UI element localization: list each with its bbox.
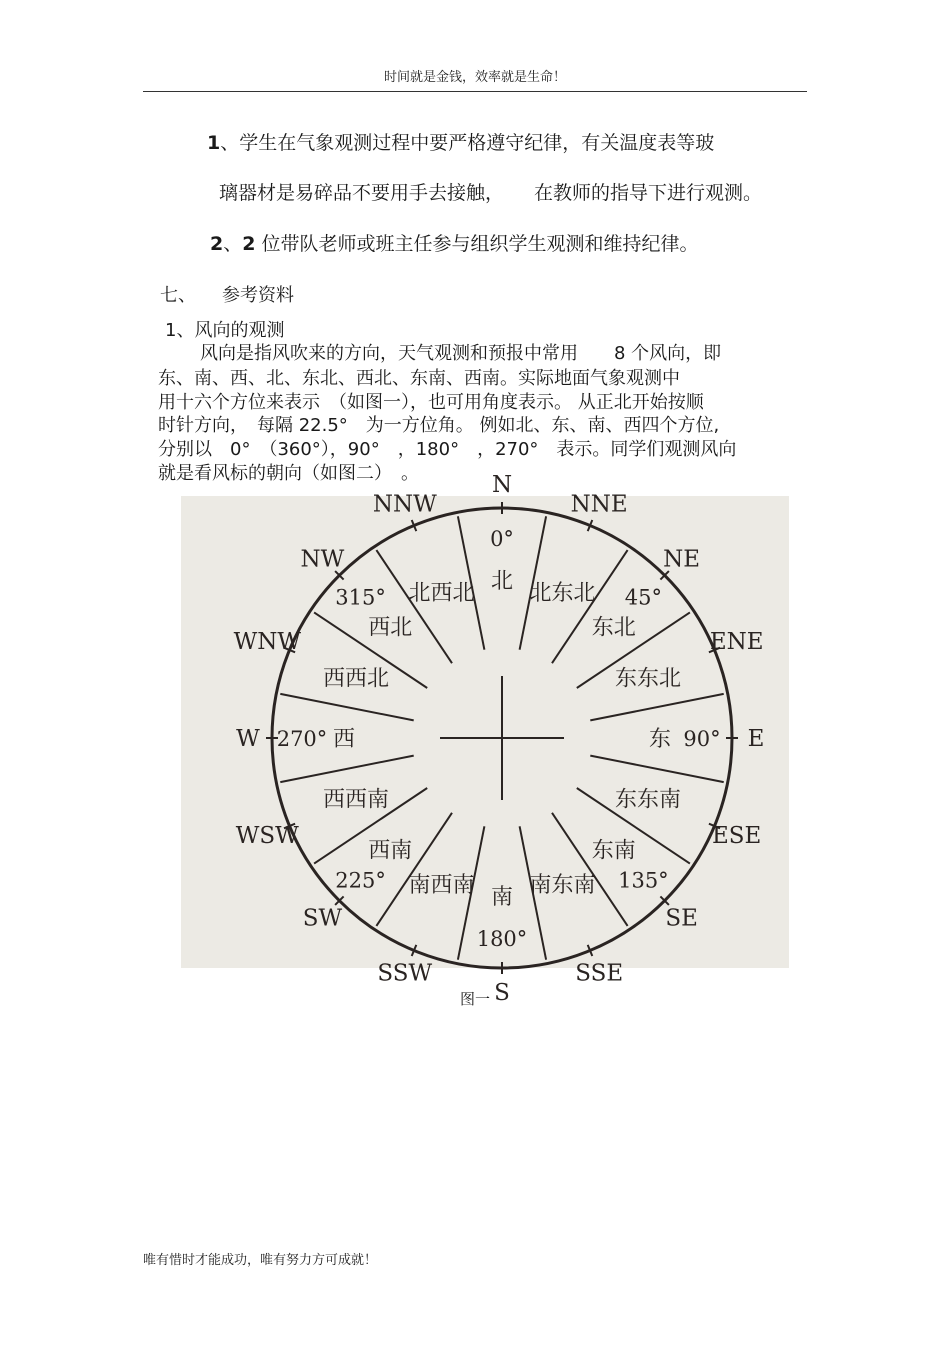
section-heading: [160, 284, 294, 308]
sector-name: 北西北: [408, 581, 475, 606]
direction-label-wsw: WSW: [235, 823, 299, 850]
figure-caption: 图一: [459, 990, 490, 1008]
note-1: [207, 131, 714, 155]
direction-label-nw: NW: [300, 546, 345, 573]
direction-label-e: E: [747, 726, 765, 752]
direction-label-nne: NNE: [570, 491, 628, 518]
paragraph-line-1: 风向是指风吹来的方向，天气观测和预报中常用 8 个风向，即: [200, 343, 722, 364]
degree-label: 270°: [276, 727, 328, 751]
direction-label-ne: NE: [663, 546, 701, 573]
direction-label-se: SE: [665, 905, 698, 932]
sector-name: 北: [490, 569, 514, 594]
degree-label: 45°: [624, 585, 663, 610]
direction-label-sse: SSE: [575, 960, 624, 987]
section-marker: 七、: [160, 285, 196, 306]
sector-name: 西南: [368, 838, 413, 864]
note-1-number: 1: [207, 132, 221, 154]
note-2: [210, 232, 699, 256]
direction-label-ese: ESE: [712, 823, 762, 850]
direction-label-ene: ENE: [709, 628, 764, 655]
sector-divider: [376, 550, 452, 663]
sector-divider: [552, 550, 628, 663]
sector-name: 南东南: [529, 873, 596, 898]
sector-name: 南西南: [408, 873, 475, 898]
direction-label-w: W: [236, 726, 260, 752]
degree-label: 135°: [618, 868, 669, 893]
sector-name: 南: [490, 885, 514, 910]
sector-divider: [280, 756, 413, 783]
sector-name: 东东北: [614, 666, 682, 692]
paragraph-line-3: 用十六个方位来表示 （如图一），也可用角度表示。 从正北开始按顺: [158, 392, 704, 413]
sector-name: 东南: [591, 838, 636, 864]
sector-divider: [552, 813, 628, 926]
sector-name: 东: [648, 727, 672, 752]
sector-name: 西北: [368, 615, 413, 641]
subsection-title: 1、风向的观测: [165, 320, 285, 341]
degree-label: 225°: [335, 868, 386, 893]
sector-name: 东北: [591, 615, 636, 641]
note-1-text: 、学生在气象观测过程中要严格遵守纪律，有关温度表等玻: [220, 132, 715, 154]
degree-label: 180°: [476, 927, 528, 951]
paragraph-line-5: 分别以 0° （360°），90° ，180° ，270° 表示。同学们观测风向: [158, 439, 737, 460]
direction-label-ssw: SSW: [377, 960, 433, 987]
sector-name: 西: [332, 727, 356, 752]
sector-name: 北东北: [529, 581, 596, 606]
page-header: 时间就是金钱，效率就是生命！: [383, 70, 566, 85]
sector-name: 西西南: [322, 787, 390, 813]
degree-label: 0°: [490, 527, 514, 551]
note-2-text: 位带队老师或班主任参与组织学生观测和维持纪律。: [255, 233, 699, 255]
note-2-sep: 、: [223, 233, 243, 255]
degree-label: 315°: [335, 585, 386, 610]
paragraph-line-6: 就是看风标的朝向（如图二） 。: [158, 463, 419, 484]
direction-label-wnw: WNW: [233, 628, 302, 655]
sector-divider: [590, 756, 723, 783]
direction-label-nnw: NNW: [372, 491, 437, 518]
direction-label-n: N: [491, 472, 513, 498]
degree-label: 90°: [683, 727, 721, 751]
section-title: 参考资料: [222, 285, 294, 306]
paragraph-line-4: 时针方向， 每隔 22.5° 为一方位角。 例如北、东、南、西四个方位,: [158, 415, 720, 436]
sector-divider: [376, 813, 452, 926]
paragraph-line-2: 东、南、西、北、东北、西北、东南、西南。实际地面气象观测中: [158, 368, 680, 389]
direction-label-s: S: [494, 980, 510, 1006]
note-1-continued: [219, 181, 762, 205]
sector-name: 西西北: [322, 666, 390, 692]
direction-label-sw: SW: [302, 905, 343, 932]
note-2-number: 2: [210, 233, 224, 255]
header-rule: [143, 91, 807, 92]
sector-divider: [590, 694, 723, 721]
page-footer: 唯有惜时才能成功，唯有努力方可成就！: [143, 1253, 378, 1268]
note-2-count: 2: [242, 233, 256, 255]
note-1-text-b: 在教师的指导下进行观测。: [534, 182, 763, 204]
note-1-text-a: 璃器材是易碎品不要用手去接触，: [219, 182, 505, 204]
sector-name: 东东南: [614, 787, 682, 813]
sector-divider: [280, 694, 413, 721]
